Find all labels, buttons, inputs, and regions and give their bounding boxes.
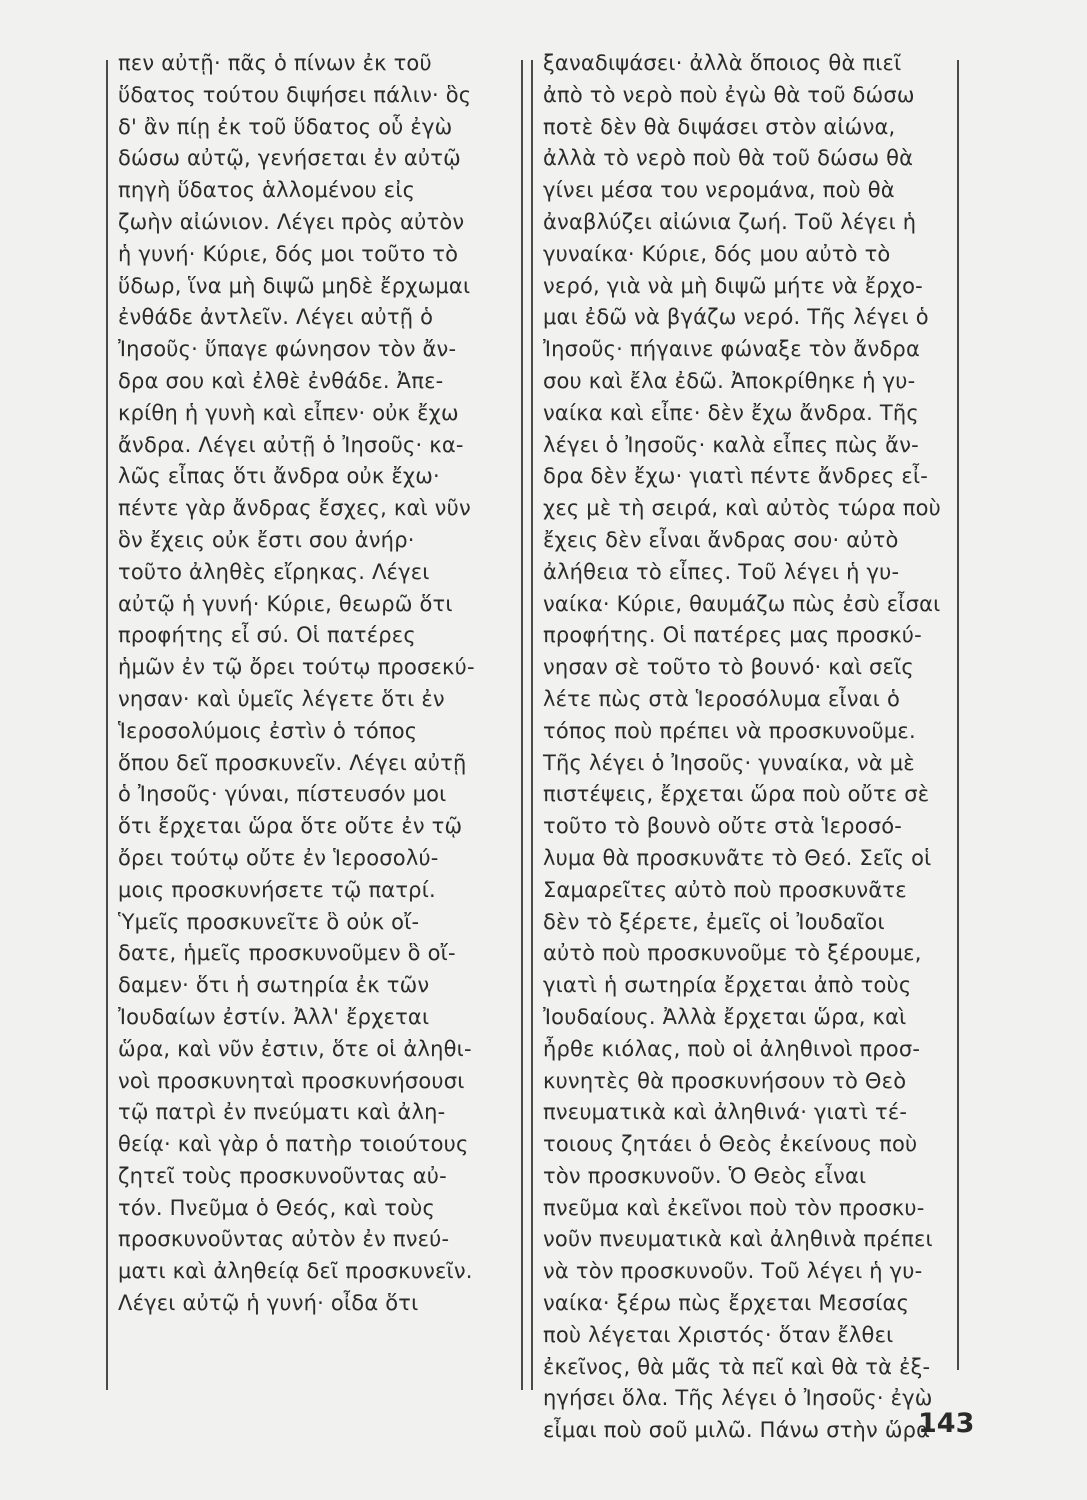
right-column-line: σου καὶ ἔλα ἐδῶ. Ἀποκρίθηκε ἡ γυ- — [543, 368, 916, 393]
right-column-line: νοῦν πνευματικὰ καὶ ἀληθινὰ πρέπει — [543, 1227, 933, 1252]
left-column-line: δ' ἂν πίῃ ἐκ τοῦ ὕδατος οὗ ἐγὼ — [118, 114, 453, 139]
page-number: 143 — [918, 1408, 975, 1439]
left-column-line: Ἰουδαίων ἐστίν. Ἀλλ' ἔρχεται — [118, 1004, 430, 1029]
left-column-line: τόν. Πνεῦμα ὁ Θεός, καὶ τοὺς — [118, 1195, 435, 1220]
right-column-line: εἶμαι ποὺ σοῦ μιλῶ. Πάνω στὴν ὥρα — [543, 1418, 931, 1443]
left-column-line: ἡμῶν ἐν τῷ ὄρει τούτῳ προσεκύ- — [118, 655, 475, 680]
left-column-line: ζωὴν αἰώνιον. Λέγει πρὸς αὐτὸν — [118, 209, 465, 234]
right-column-line: ναίκα καὶ εἶπε· δὲν ἔχω ἄνδρα. Τῆς — [543, 400, 919, 425]
left-column-line: μοις προσκυνήσετε τῷ πατρί. — [118, 877, 436, 902]
left-column-line: ὁ Ἰησοῦς· γύναι, πίστευσόν μοι — [118, 782, 447, 807]
right-column-line: ἦρθε κιόλας, ποὺ οἱ ἀληθινοὶ προσ- — [543, 1036, 921, 1061]
right-column-line: Ἰησοῦς· πήγαινε φώναξε τὸν ἄνδρα — [543, 337, 920, 362]
left-column-line: τοῦτο ἀληθὲς εἴρηκας. Λέγει — [118, 559, 430, 584]
left-column-line: πέντε γὰρ ἄνδρας ἔσχες, καὶ νῦν — [118, 496, 471, 521]
right-column-line: προφήτης. Οἱ πατέρες μας προσκύ- — [543, 623, 922, 648]
left-column-line: δατε, ἡμεῖς προσκυνοῦμεν ὃ οἴ- — [118, 941, 456, 966]
right-column-line: νὰ τὸν προσκυνοῦν. Τοῦ λέγει ἡ γυ- — [543, 1259, 923, 1284]
right-column-line: πνεῦμα καὶ ἐκεῖνοι ποὺ τὸν προσκυ- — [543, 1195, 925, 1220]
right-column-line: ἀλλὰ τὸ νερὸ ποὺ θὰ τοῦ δώσω θὰ — [543, 146, 914, 171]
column-divider-left — [521, 60, 523, 1390]
left-column-line: Ἱεροσολύμοις ἐστὶν ὁ τόπος — [118, 718, 418, 743]
right-column-line: χες μὲ τὴ σειρά, καὶ αὐτὸς τώρα ποὺ — [543, 496, 941, 521]
left-column-line: τῷ πατρὶ ἐν πνεύματι καὶ ἀλη- — [118, 1100, 446, 1125]
right-column-line: γυναίκα· Κύριε, δός μου αὐτὸ τὸ — [543, 241, 891, 266]
left-column-line: ζητεῖ τοὺς προσκυνοῦντας αὐ- — [118, 1163, 447, 1188]
left-column-line: ὥρα, καὶ νῦν ἐστιν, ὅτε οἱ ἀληθι- — [118, 1036, 472, 1061]
left-column-line: ὄρει τούτῳ οὔτε ἐν Ἱεροσολύ- — [118, 845, 439, 870]
left-column-line: λῶς εἶπας ὅτι ἄνδρα οὐκ ἔχω· — [118, 464, 440, 489]
right-column-line: αὐτὸ ποὺ προσκυνοῦμε τὸ ξέρουμε, — [543, 941, 922, 966]
left-text-column — [118, 48, 508, 1320]
right-column-line: Τῆς λέγει ὁ Ἰησοῦς· γυναίκα, νὰ μὲ — [543, 750, 915, 775]
right-column-line: Ἰουδαίους. Ἀλλὰ ἔρχεται ὥρα, καὶ — [543, 1004, 907, 1029]
right-column-line: γιατὶ ἡ σωτηρία ἔρχεται ἀπὸ τοὺς — [543, 973, 912, 998]
column-divider-right — [531, 60, 533, 1390]
right-column-line: ἀπὸ τὸ νερὸ ποὺ ἐγὼ θὰ τοῦ δώσω — [543, 82, 915, 107]
right-column-line: γίνει μέσα του νερομάνα, ποὺ θὰ — [543, 178, 895, 203]
left-column-line: Ὑμεῖς προσκυνεῖτε ὃ οὐκ οἴ- — [118, 909, 420, 934]
left-column-line: ὅτι ἔρχεται ὥρα ὅτε οὔτε ἐν τῷ — [118, 814, 463, 839]
left-column-line: ἐνθάδε ἀντλεῖν. Λέγει αὐτῇ ὁ — [118, 305, 434, 330]
left-column-line: Λέγει αὐτῷ ἡ γυνή· οἶδα ὅτι — [118, 1291, 419, 1316]
right-column-line: πνευματικὰ καὶ ἀληθινά· γιατὶ τέ- — [543, 1100, 908, 1125]
right-column-line: ναίκα· ξέρω πὼς ἔρχεται Μεσσίας — [543, 1291, 910, 1316]
right-column-line: πιστέψεις, ἔρχεται ὥρα ποὺ οὔτε σὲ — [543, 782, 930, 807]
right-column-line: ξαναδιψάσει· ἀλλὰ ὅποιος θὰ πιεῖ — [543, 51, 902, 75]
right-column-line: τόπος ποὺ πρέπει νὰ προσκυνοῦμε. — [543, 718, 916, 743]
right-column-line: λέγει ὁ Ἰησοῦς· καλὰ εἶπες πὼς ἄν- — [543, 432, 919, 457]
left-column-line: Ἰησοῦς· ὕπαγε φώνησον τὸν ἄν- — [118, 337, 457, 362]
left-column-line: ὅπου δεῖ προσκυνεῖν. Λέγει αὐτῇ — [118, 750, 467, 775]
left-column-line: πηγὴ ὕδατος ἁλλομένου εἰς — [118, 178, 416, 203]
right-column-line: ἔχεις δὲν εἶναι ἄνδρας σου· αὐτὸ — [543, 527, 899, 552]
right-column-line: νερό, γιὰ νὰ μὴ διψῶ μήτε νὰ ἔρχο- — [543, 273, 923, 298]
left-column-line: ματι καὶ ἀληθείᾳ δεῖ προσκυνεῖν. — [118, 1259, 473, 1284]
left-column-line: θείᾳ· καὶ γὰρ ὁ πατὴρ τοιούτους — [118, 1132, 469, 1157]
right-column-line: κυνητὲς θὰ προσκυνήσουν τὸ Θεὸ — [543, 1068, 907, 1093]
right-column-line: μαι ἐδῶ νὰ βγάζω νερό. Τῆς λέγει ὁ — [543, 305, 929, 330]
right-column-line: ηγήσει ὅλα. Τῆς λέγει ὁ Ἰησοῦς· ἐγὼ — [543, 1386, 933, 1411]
left-column-line: προφήτης εἶ σύ. Οἱ πατέρες — [118, 623, 416, 648]
right-column-line: ναίκα· Κύριε, θαυμάζω πὼς ἐσὺ εἶσαι — [543, 591, 941, 616]
right-column-line: νησαν σὲ τοῦτο τὸ βουνό· καὶ σεῖς — [543, 655, 914, 680]
left-column-line: ὃν ἔχεις οὐκ ἔστι σου ἀνήρ· — [118, 527, 415, 552]
left-column-line: ὕδατος τούτου διψήσει πάλιν· ὃς — [118, 82, 472, 107]
left-column-line: νησαν· καὶ ὑμεῖς λέγετε ὅτι ἐν — [118, 686, 445, 711]
right-column-line: ἀναβλύζει αἰώνια ζωή. Τοῦ λέγει ἡ — [543, 209, 917, 234]
left-column-line: πεν αὐτῇ· πᾶς ὁ πίνων ἐκ τοῦ — [118, 51, 432, 75]
right-column-line: λέτε πὼς στὰ Ἱεροσόλυμα εἶναι ὁ — [543, 686, 901, 711]
right-column-line: ποτὲ δὲν θὰ διψάσει στὸν αἰώνα, — [543, 114, 896, 139]
right-column-line: ἐκεῖνος, θὰ μᾶς τὰ πεῖ καὶ θὰ τὰ ἐξ- — [543, 1354, 931, 1379]
left-column-line: αὐτῷ ἡ γυνή· Κύριε, θεωρῶ ὅτι — [118, 591, 453, 616]
left-column-line: ἡ γυνή· Κύριε, δός μοι τοῦτο τὸ — [118, 241, 459, 266]
left-column-line: δώσω αὐτῷ, γενήσεται ἐν αὐτῷ — [118, 146, 461, 171]
left-column-line: ἄνδρα. Λέγει αὐτῇ ὁ Ἰησοῦς· κα- — [118, 432, 464, 457]
right-column-line: Σαμαρεῖτες αὐτὸ ποὺ προσκυνᾶτε — [543, 877, 907, 902]
left-column-line: δαμεν· ὅτι ἡ σωτηρία ἐκ τῶν — [118, 973, 430, 998]
right-margin-rule — [957, 60, 959, 1370]
left-column-line: προσκυνοῦντας αὐτὸν ἐν πνεύ- — [118, 1227, 450, 1252]
left-margin-rule — [106, 60, 108, 1390]
left-column-line: δρα σου καὶ ἐλθὲ ἐνθάδε. Ἀπε- — [118, 368, 444, 393]
left-column-line: νοὶ προσκυνηταὶ προσκυνήσουσι — [118, 1068, 465, 1093]
right-column-line: δὲν τὸ ξέρετε, ἐμεῖς οἱ Ἰουδαῖοι — [543, 909, 885, 934]
right-column-line: δρα δὲν ἔχω· γιατὶ πέντε ἄνδρες εἶ- — [543, 464, 929, 489]
right-text-column — [543, 48, 948, 1447]
right-column-line: τὸν προσκυνοῦν. Ὁ Θεὸς εἶναι — [543, 1163, 867, 1188]
left-column-line: ὕδωρ, ἵνα μὴ διψῶ μηδὲ ἔρχωμαι — [118, 273, 471, 298]
right-column-line: τοῦτο τὸ βουνὸ οὔτε στὰ Ἱεροσό- — [543, 814, 903, 839]
right-column-line: ἀλήθεια τὸ εἶπες. Τοῦ λέγει ἡ γυ- — [543, 559, 900, 584]
right-column-line: λυμα θὰ προσκυνᾶτε τὸ Θεό. Σεῖς οἱ — [543, 845, 932, 870]
right-column-line: ποὺ λέγεται Χριστός· ὅταν ἔλθει — [543, 1322, 894, 1347]
right-column-line: τοιους ζητάει ὁ Θεὸς ἐκείνους ποὺ — [543, 1132, 918, 1157]
left-column-line: κρίθη ἡ γυνὴ καὶ εἶπεν· οὐκ ἔχω — [118, 400, 459, 425]
